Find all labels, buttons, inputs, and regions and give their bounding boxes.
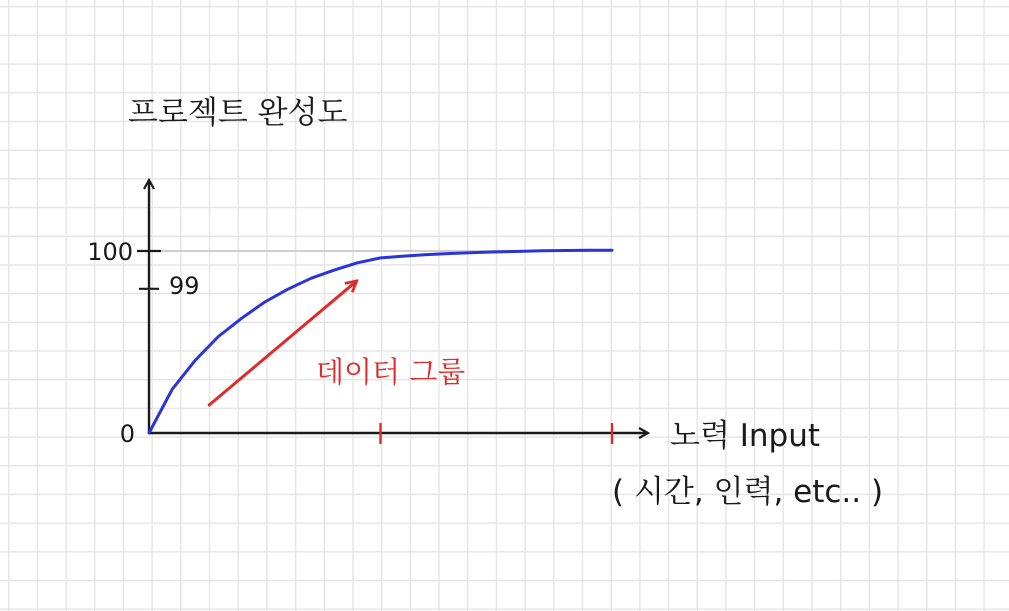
y-tick-label-0: 0 — [119, 420, 135, 448]
x-axis-sublabel: ( 시간, 인력, etc.. ) — [612, 474, 884, 510]
y-tick-label-99: 99 — [169, 271, 200, 300]
chart-title: 프로젝트 완성도 — [128, 95, 348, 131]
x-axis-label: 노력 Input — [670, 418, 821, 454]
y-tick-label-100: 100 — [87, 238, 133, 266]
annotation-label: 데이터 그룹 — [316, 355, 466, 389]
series-line — [149, 250, 612, 433]
